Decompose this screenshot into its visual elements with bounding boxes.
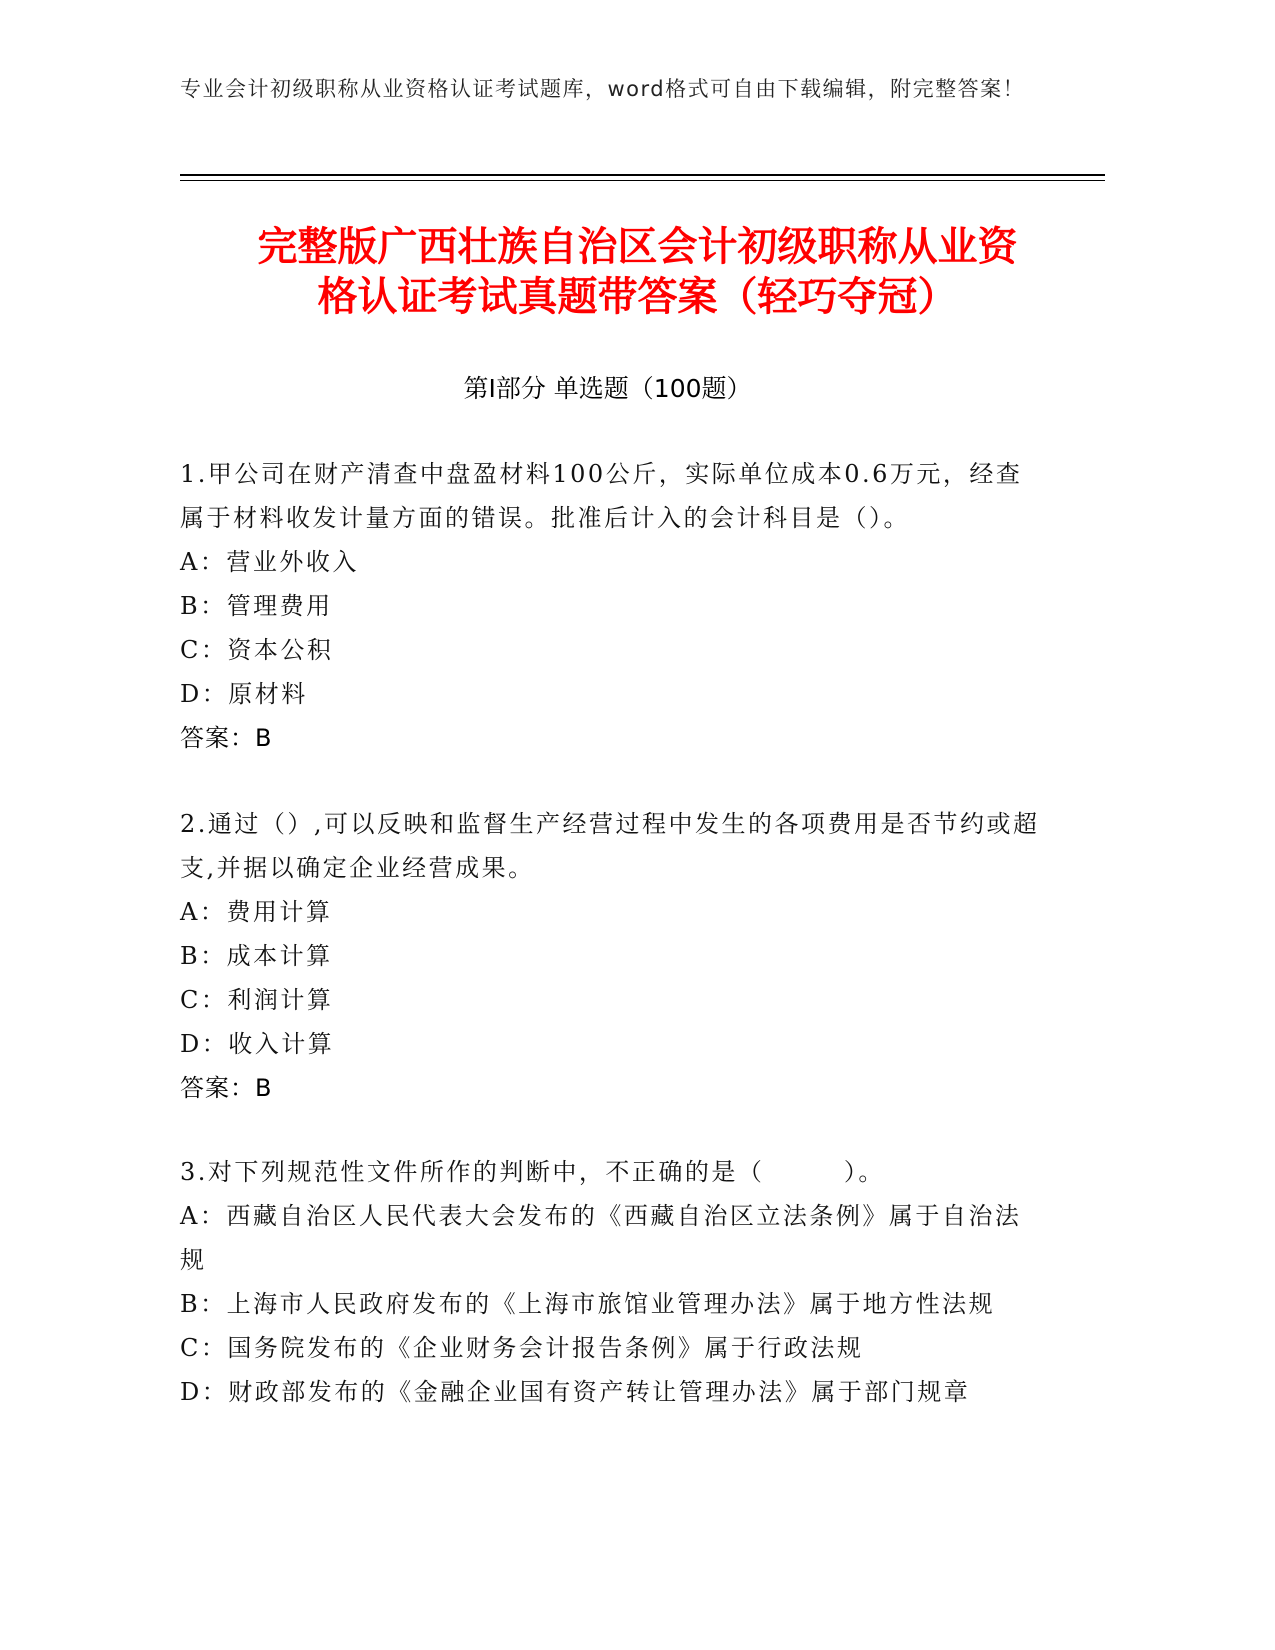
question-stem: 1.甲公司在财产清查中盘盈材料100公斤，实际单位成本0.6万元，经查属于材料收发计量方面的错误。批准后计入的会计科目是（）。 [180, 460, 1023, 532]
option-d: D：收入计算 [180, 1030, 335, 1058]
header-divider-thick [180, 174, 1105, 176]
option-a: A：费用计算 [180, 898, 333, 926]
option-a: A：营业外收入 [180, 548, 359, 576]
document-title-line-1: 完整版广西壮族自治区会计初级职称从业资 [257, 224, 1018, 270]
option-d: D：财政部发布的《金融企业国有资产转让管理办法》属于部门规章 [180, 1378, 971, 1406]
option-d: D：原材料 [180, 680, 308, 708]
option-c: C：利润计算 [180, 986, 334, 1014]
option-b: B：成本计算 [180, 942, 333, 970]
answer: 答案：B [180, 724, 273, 752]
document-title [150, 222, 1125, 322]
option-c: C：国务院发布的《企业财务会计报告条例》属于行政法规 [180, 1334, 864, 1362]
document-title-line-2: 格认证考试真题带答案（轻巧夺冠） [317, 274, 958, 320]
section-title: 第Ⅰ部分 单选题（100题） [463, 374, 752, 403]
answer: 答案：B [180, 1074, 273, 1102]
option-b: B：管理费用 [180, 592, 333, 620]
question-3 [180, 1150, 1040, 1414]
header-note: 专业会计初级职称从业资格认证考试题库，word格式可自由下载编辑，附完整答案！ [180, 77, 1026, 101]
question-stem: 3.对下列规范性文件所作的判断中，不正确的是（ ）。 [180, 1158, 885, 1186]
question-stem: 2.通过（）,可以反映和监督生产经营过程中发生的各项费用是否节约或超支,并据以确定企业经营成果。 [180, 810, 1040, 882]
option-c: C：资本公积 [180, 636, 334, 664]
question-1 [180, 452, 1040, 760]
option-a: A：西藏自治区人民代表大会发布的《西藏自治区立法条例》属于自治法规 [180, 1202, 1022, 1274]
option-b: B：上海市人民政府发布的《上海市旅馆业管理办法》属于地方性法规 [180, 1290, 996, 1318]
header-divider-thin [180, 180, 1105, 181]
question-2 [180, 802, 1040, 1110]
